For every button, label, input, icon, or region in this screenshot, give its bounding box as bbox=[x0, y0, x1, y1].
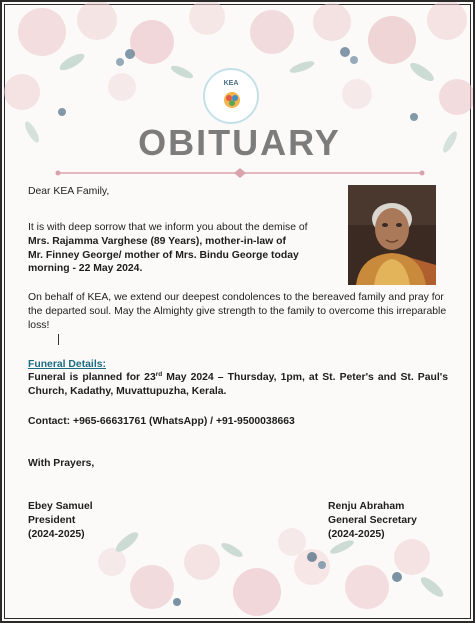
closing-line: With Prayers, bbox=[28, 458, 95, 469]
greeting: Dear KEA Family, bbox=[28, 186, 110, 197]
president-name: Ebey Samuel bbox=[28, 501, 93, 512]
funeral-date-suffix: rd bbox=[155, 371, 163, 378]
page-title: OBITUARY bbox=[138, 122, 341, 163]
president-term: (2024-2025) bbox=[28, 528, 85, 540]
president-role: President bbox=[28, 514, 76, 526]
secretary-term: (2024-2025) bbox=[328, 528, 385, 540]
funeral-details-text bbox=[28, 371, 448, 399]
text-cursor bbox=[58, 334, 59, 345]
deceased-portrait bbox=[348, 185, 436, 285]
title-divider bbox=[54, 168, 426, 178]
funeral-text-start: Funeral is planned for 23 bbox=[28, 372, 156, 383]
intro-date-line: morning - 22 May 2024. bbox=[28, 263, 143, 275]
contact-line: Contact: +965-66631761 (WhatsApp) / +91-9500038663 bbox=[28, 416, 295, 427]
secretary-role: General Secretary bbox=[328, 514, 417, 526]
funeral-details-heading[interactable]: Funeral Details: bbox=[28, 359, 106, 370]
logo-text: KEA bbox=[223, 80, 239, 87]
intro-line: It is with deep sorrow that we inform you about the demise of bbox=[28, 222, 308, 233]
intro-relation-line: Mr. Finney George/ mother of Mrs. Bindu George today bbox=[28, 249, 299, 261]
secretary-name: Renju Abraham bbox=[328, 501, 405, 512]
intro-name-line: Mrs. Rajamma Varghese (89 Years), mother-in-law of bbox=[28, 235, 286, 247]
signature-president bbox=[28, 500, 93, 541]
kea-logo bbox=[203, 68, 259, 124]
condolence-paragraph: On behalf of KEA, we extend our deepest condolences to the bereaved family and pray for the departed soul. May the Almighty give strength to the family to overcome this irreparable loss! bbox=[28, 292, 447, 331]
logo-emblem-icon bbox=[222, 90, 242, 110]
signature-secretary bbox=[328, 500, 417, 541]
intro-paragraph bbox=[28, 221, 328, 276]
funeral-text-rest: May 2024 – Thursday, 1pm, at St. Peter's and St. Paul's Church, Kadathy, Muvattupuzha, Kerala. bbox=[28, 372, 448, 397]
